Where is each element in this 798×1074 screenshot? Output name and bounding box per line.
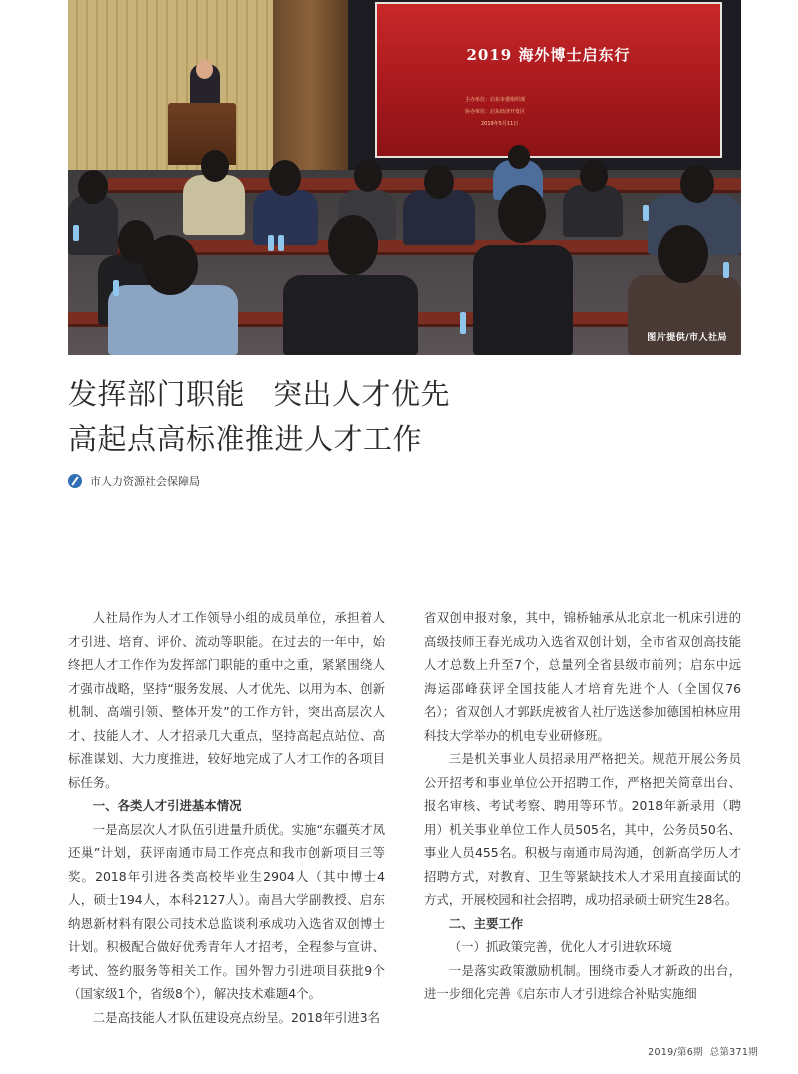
- audience-member: [473, 245, 573, 355]
- audience-head: [508, 145, 530, 169]
- paragraph-lead: 二是高技能人才队伍建设亮点纷呈。: [92, 1009, 292, 1025]
- paragraph-lead: 三是机关事业人员招录用严格把关。: [448, 751, 653, 766]
- paragraph: 人社局作为人才工作领导小组的成员单位，承担着人才引进、培育、评价、流动等职能。在过去的一年中，始终把人才工作作为发挥部门职能的重中之重，紧紧围绕人才强市战略，坚持“服务发展、人才优先、以用为本、创新机制、高端引领、整体开发”的工作方针，突出高层次人才、技能人才、人才招录几大重点，坚持高起点站位、高标准谋划、大力度推进，较好地完成了人才工作的各项目标任务。: [68, 610, 385, 790]
- title-line-1: [68, 372, 728, 417]
- paragraph: 省双创申报对象，其中，锦桥轴承从北京北一机床引进的高级技师王春光成功入选省双创计划，全市省双创高技能人才总数上升至7个，总量列全省县级市前列；启东中远海运邵峰获评全国技能人才培育先进个人（全国仅76名）；省双创人才郭跃虎被省人社厅选送参加德国柏林应用科技大学举办的机电专业研修班。: [424, 610, 741, 743]
- water-bottle: [643, 205, 649, 221]
- body-column-left: [68, 606, 385, 1029]
- audience-head: [354, 160, 382, 192]
- issue-number: 2019/第6期: [648, 1047, 703, 1058]
- audience-head: [680, 165, 714, 203]
- paragraph-body: 实施“东疆英才凤还巢”计划，获评南通市局工作亮点和我市创新项目三等奖。2018年引进各类高校毕业生2904人（其中博士4人，硕士194人，本科2127人）。南昌大学副教授、启东纳恩新材料有限公司技术总监谈利承成功入选省双创博士计划。积极配合做好优秀青年人才招考，全程参与宣讲、考试、签约服务等相关工作。国外智力引进项目获批9个（国家级1个，省级8个），解决技术难题4个。: [68, 821, 386, 1001]
- paragraph: 一是落实政策激励机制。围绕市委人才新政的出台，进一步细化完善《启东市人才引进综合补贴实施细: [424, 962, 741, 1001]
- audience-head: [78, 170, 108, 204]
- water-bottle: [460, 312, 466, 334]
- audience-head: [498, 185, 546, 243]
- section-heading: 一、各类人才引进基本情况: [92, 798, 242, 813]
- screen-line-1: 主办单位：启东市委组织部: [465, 97, 526, 103]
- audience-head: [328, 215, 378, 275]
- paragraph-body: 2018年引进3名: [291, 1009, 381, 1025]
- audience-head: [143, 235, 198, 295]
- total-issue-number: 总第371期: [709, 1047, 758, 1058]
- water-bottle: [268, 235, 274, 251]
- audience-head: [424, 165, 454, 199]
- projection-screen: [375, 2, 722, 158]
- conference-photo: [68, 0, 741, 355]
- article-title: [68, 372, 728, 462]
- water-bottle: [723, 262, 729, 278]
- title-line-2: 高起点高标准推进人才工作: [68, 422, 423, 456]
- paragraph: [68, 818, 385, 1006]
- byline: [68, 472, 200, 490]
- subsection-heading: （一）抓政策完善，优化人才引进软环境: [448, 939, 672, 954]
- water-bottle: [73, 225, 79, 241]
- wood-pillar: [273, 0, 348, 180]
- audience-head: [269, 160, 301, 196]
- audience-member: [183, 175, 245, 235]
- paragraph-body: 规范开展公务员公开招考和事业单位公开招聘工作，严格把关简章出台、报名审核、考试考察、聘用等环节。2018年新录用（聘用）机关事业单位工作人员505名，其中，公务员50名、事业人员455名。积极与南通市局沟通，创新高学历人才招聘方式，对教育、卫生等紧缺技术人才采用直接面试的方式，开展校园和社会招聘，成功招录硕士研究生28名。: [424, 751, 741, 907]
- title-part-1: 发挥部门职能: [68, 377, 246, 411]
- audience-member: [283, 275, 418, 355]
- water-bottle: [278, 235, 284, 251]
- body-column-right: [424, 606, 741, 1006]
- audience-member: [563, 185, 623, 237]
- pen-icon: [68, 474, 82, 488]
- photo-credit: 图片提供/市人社局: [647, 333, 727, 343]
- audience-member: [108, 285, 238, 355]
- paragraph: [68, 1006, 385, 1030]
- audience-head: [658, 225, 708, 283]
- audience-head: [201, 150, 229, 182]
- audience-member: [253, 190, 318, 245]
- audience-head: [580, 160, 608, 192]
- speaker-head: [196, 60, 213, 79]
- title-part-2: 突出人才优先: [273, 377, 451, 411]
- paragraph: [424, 747, 741, 912]
- page-footer: [648, 1044, 758, 1058]
- screen-line-2: 协办单位：启东经济开发区: [465, 109, 526, 115]
- water-bottle: [113, 280, 119, 296]
- screen-title: 2019 海外博士启东行: [466, 46, 631, 64]
- section-heading: 二、主要工作: [448, 915, 524, 931]
- screen-line-3: 2019年5月11日: [481, 121, 519, 127]
- audience-member: [628, 275, 741, 355]
- paragraph-lead: 一是高层次人才队伍引进量升质优。: [92, 821, 292, 837]
- author-name: 市人力资源社会保障局: [90, 475, 200, 488]
